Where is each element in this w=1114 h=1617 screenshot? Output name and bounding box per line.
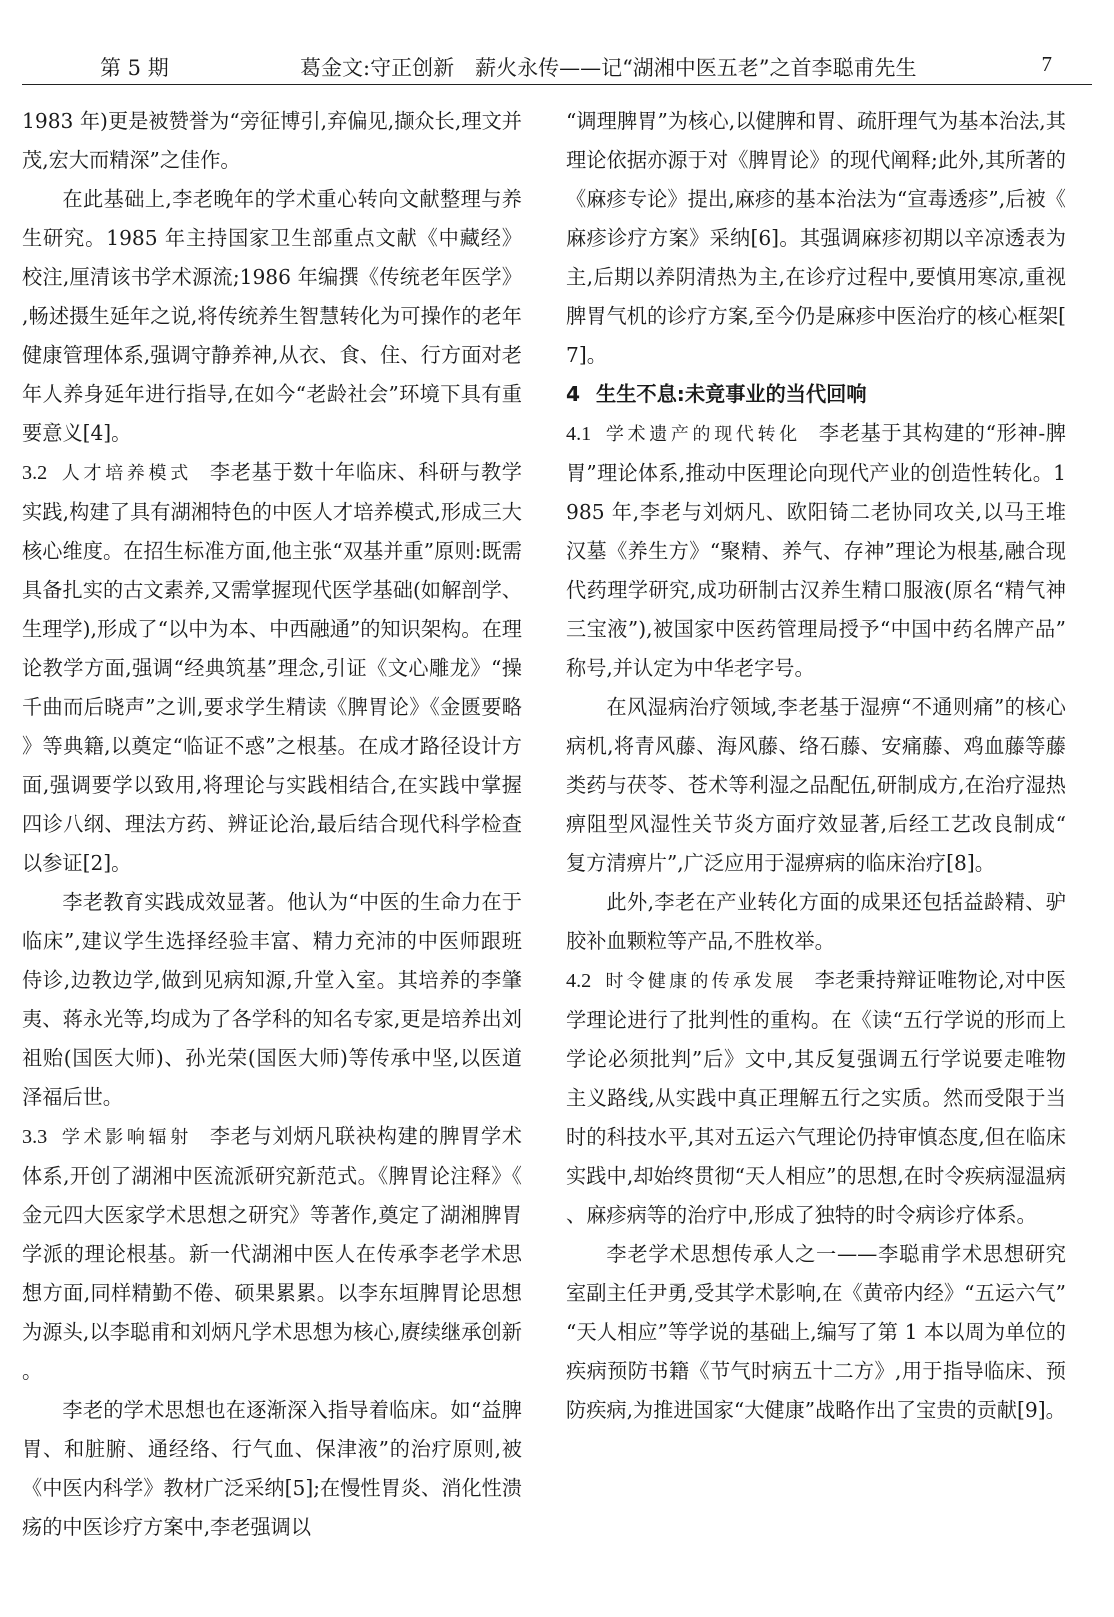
subsection-text: 李老与刘炳凡联袂构建的脾胃学术体系,开创了湖湘中医流派研究新范式。《脾胃论注释》《金元四大医家学术思想之研究》等著作,奠定了湖湘脾胃学派的理论根基。新一代湖湘中医人在传承李老学术思想方面,同样精勤不倦、硕果累累。以李东垣脾胃论思想为源头,以李聪甫和刘炳凡学术思想为核心,赓续继承创新。	[22, 1124, 522, 1383]
section-title: 生生不息:未竟事业的当代回响	[596, 382, 867, 406]
subsection-3-2	[22, 453, 522, 883]
paragraph: “调理脾胃”为核心,以健脾和胃、疏肝理气为基本治法,其理论依据亦源于对《脾胃论》的现代阐释;此外,其所著的《麻疹专论》提出,麻疹的基本治法为“宣毒透疹”,后被《麻疹诊疗方案》采纳[6]。其强调麻疹初期以辛凉透表为主,后期以养阴清热为主,在诊疗过程中,要慎用寒凉,重视脾胃气机的诊疗方案,至今仍是麻疹中医治疗的核心框架[7]。	[566, 109, 1066, 367]
subsection-text: 李老秉持辩证唯物论,对中医学理论进行了批判性的重构。在《读“五行学说的形而上学论必须批判”后》文中,其反复强调五行学说要走唯物主义路线,从实践中真正理解五行之实质。然而受限于当时的科技水平,其对五运六气理论仍持审慎态度,但在临床实践中,却始终贯彻“天人相应”的思想,在时令疾病湿温病、麻疹病等的治疗中,形成了独特的时令病诊疗体系。	[566, 968, 1067, 1227]
page-number: 7	[1041, 52, 1052, 76]
subsection-4-1	[566, 414, 1066, 688]
subsection-title: 学术遗产的现代转化	[605, 424, 801, 445]
paragraph: 此外,李老在产业转化方面的成果还包括益龄精、驴胶补血颗粒等产品,不胜枚举。	[566, 890, 1066, 953]
subsection-number: 4.2	[566, 970, 592, 992]
subsection-number: 4.1	[566, 423, 592, 445]
section-number: 4	[566, 382, 581, 406]
subsection-number: 3.2	[22, 462, 48, 484]
subsection-4-2	[566, 961, 1066, 1235]
running-header	[22, 50, 1092, 85]
subsection-text: 李老基于其构建的“形神-脾胃”理论体系,推动中医理论向现代产业的创造性转化。1985 年,李老与刘炳凡、欧阳锜二老协同攻关,以马王堆汉墓《养生方》“聚精、养气、存神”理论为根基,融合现代药理学研究,成功研制古汉养生精口服液(原名“精气神三宝液”),被国家中医药管理局授予“中国中药名牌产品”称号,并认定为中华老字号。	[566, 421, 1066, 680]
left-column	[22, 102, 522, 1547]
paragraph: 1983 年)更是被赞誉为“旁征博引,弃偏见,撷众长,理文并茂,宏大而精深”之佳作。	[22, 109, 522, 172]
paragraph: 李老的学术思想也在逐渐深入指导着临床。如“益脾胃、和脏腑、通经络、行气血、保津液”的治疗原则,被《中医内科学》教材广泛采纳[5];在慢性胃炎、消化性溃疡的中医诊疗方案中,李老强调以	[22, 1398, 522, 1539]
running-title: 葛金文:守正创新 薪火永传——记“湖湘中医五老”之首李聪甫先生	[300, 56, 917, 80]
paragraph: 在此基础上,李老晚年的学术重心转向文献整理与养生研究。1985 年主持国家卫生部重点文献《中藏经》校注,厘清该书学术源流;1986 年编撰《传统老年医学》,畅述摄生延年之说,将传统养生智慧转化为可操作的老年健康管理体系,强调守静养神,从衣、食、住、行方面对老年人养身延年进行指导,在如今“老龄社会”环境下具有重要意义[4]。	[22, 187, 522, 445]
right-column	[566, 102, 1066, 1430]
paragraph: 李老教育实践成效显著。他认为“中医的生命力在于临床”,建议学生选择经验丰富、精力充沛的中医师跟班侍诊,边教边学,做到见病知源,升堂入室。其培养的李肇夷、蒋永光等,均成为了各学科的知名专家,更是培养出刘祖贻(国医大师)、孙光荣(国医大师)等传承中坚,以医道泽福后世。	[22, 890, 522, 1109]
issue-label: 第 5 期	[100, 56, 169, 80]
subsection-text: 李老基于数十年临床、科研与教学实践,构建了具有湖湘特色的中医人才培养模式,形成三大核心维度。在招生标准方面,他主张“双基并重”原则:既需具备扎实的古文素养,又需掌握现代医学基础(如解剖学、生理学),形成了“以中为本、中西融通”的知识架构。在理论教学方面,强调“经典筑基”理念,引证《文心雕龙》“操千曲而后晓声”之训,要求学生精读《脾胃论》《金匮要略》等典籍,以奠定“临证不惑”之根基。在成才路径设计方面,强调要学以致用,将理论与实践相结合,在实践中掌握四诊八纲、理法方药、辨证论治,最后结合现代科学检查以参证[2]。	[22, 460, 522, 875]
paragraph: 在风湿病治疗领域,李老基于湿痹“不通则痛”的核心病机,将青风藤、海风藤、络石藤、安痛藤、鸡血藤等藤类药与茯苓、苍术等利湿之品配伍,研制成方,在治疗湿热痹阻型风湿性关节炎方面疗效显著,后经工艺改良制成“复方清痹片”,广泛应用于湿痹病的临床治疗[8]。	[566, 695, 1066, 875]
section-4-heading	[566, 375, 1066, 414]
subsection-title: 时令健康的传承发展	[605, 971, 797, 992]
subsection-number: 3.3	[22, 1126, 48, 1148]
subsection-title: 学术影响辐射	[61, 1127, 192, 1148]
subsection-3-3	[22, 1117, 522, 1391]
paragraph: 李老学术思想传承人之一——李聪甫学术思想研究室副主任尹勇,受其学术影响,在《黄帝内经》“五运六气”“天人相应”等学说的基础上,编写了第 1 本以周为单位的疾病预防书籍《节气时病五十二方》,用于指导临床、预防疾病,为推进国家“大健康”战略作出了宝贵的贡献[9]。	[566, 1242, 1066, 1422]
subsection-title: 人才培养模式	[61, 463, 192, 484]
